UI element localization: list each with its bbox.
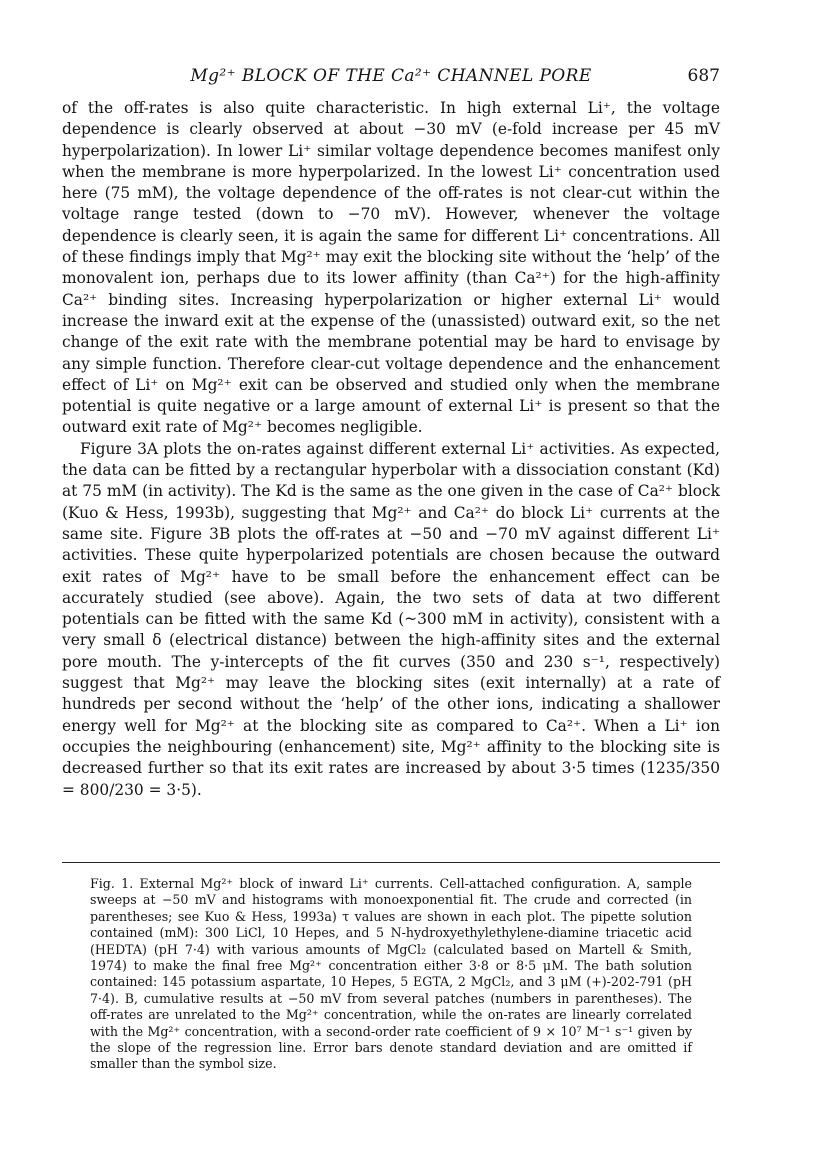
running-title: Mg²⁺ BLOCK OF THE Ca²⁺ CHANNEL PORE: [190, 66, 592, 86]
figure-caption-text: Fig. 1. External Mg²⁺ block of inward Li⁺ currents. Cell-attached configuration. A, sample sweeps at −50 mV and histograms with monoexponential fit. The crude and corrected (in parentheses; see Kuo & Hess, 1993a) τ values are shown in each plot. The pipette solution contained (mM): 300 LiCl, 10 Hepes, and 5 N-hydroxyethylethylene-diamine triacetic acid (HEDTA) (pH 7·4) with various amounts of MgCl₂ (calculated based on Martell & Smith, 1974) to make the final free Mg²⁺ concentration either 3·8 or 8·5 μM. The bath solution contained: 145 potassium aspartate, 10 Hepes, 5 EGTA, 2 MgCl₂, and 3 μM (+)-202-791 (pH 7·4). B, cumulative results at −50 mV from several patches (numbers in parentheses). The off-rates are unrelated to the Mg²⁺ concentration, while the on-rates are linearly correlated with the Mg²⁺ concentration, with a second-order rate coefficient of 9 × 10⁷ M⁻¹ s⁻¹ given by the slope of the regression line. Error bars denote standard deviation and are omitted if smaller than the symbol size.: [90, 876, 692, 1072]
body-paragraph-2: Figure 3A plots the on-rates against different external Li⁺ activities. As expected, the data can be fitted by a rectangular hyperbolar with a dissociation constant (Kd) at 75 mM (in activity). The Kd is the same as the one given in the case of Ca²⁺ block (Kuo & Hess, 1993b), suggesting that Mg²⁺ and Ca²⁺ do block Li⁺ currents at the same site. Figure 3B plots the off-rates at −50 and −70 mV against different Li⁺ activities. These quite hyperpolarized potentials are chosen because the outward exit rates of Mg²⁺ have to be small before the enhancement effect can be accurately studied (see above). Again, the two sets of data at two different potentials can be fitted with the same Kd (~300 mM in activity), consistent with a very small δ (electrical distance) between the high-affinity sites and the external pore mouth. The y-intercepts of the fit curves (350 and 230 s⁻¹, respectively) suggest that Mg²⁺ may leave the blocking sites (exit internally) at a rate of hundreds per second without the ‘help’ of the other ions, indicating a shallower energy well for Mg²⁺ at the blocking site as compared to Ca²⁺. When a Li⁺ ion occupies the neighbouring (enhancement) site, Mg²⁺ affinity to the blocking site is decreased further so that its exit rates are increased by about 3·5 times (1235/350 = 800/230 = 3·5).: [62, 439, 720, 799]
figure-caption: [90, 876, 692, 1073]
caption-divider: [62, 862, 720, 863]
page-number: 687: [687, 66, 720, 86]
body-paragraph-1: of the off-rates is also quite characteristic. In high external Li⁺, the voltage dependence is clearly observed at about −30 mV (e-fold increase per 45 mV hyperpolarization). In lower Li⁺ similar voltage dependence becomes manifest only when the membrane is more hyperpolarized. In the lowest Li⁺ concentration used here (75 mM), the voltage dependence of the off-rates is not clear-cut within the voltage range tested (down to −70 mV). However, whenever the voltage dependence is clearly seen, it is again the same for different Li⁺ concentrations. All of these findings imply that Mg²⁺ may exit the blocking site without the ‘help’ of the monovalent ion, perhaps due to its lower affinity (than Ca²⁺) for the high-affinity Ca²⁺ binding sites. Increasing hyperpolarization or higher external Li⁺ would increase the inward exit at the expense of the (unassisted) outward exit, so the net change of the exit rate with the membrane potential may be hard to envisage by any simple function. Therefore clear-cut voltage dependence and the enhancement effect of Li⁺ on Mg²⁺ exit can be observed and studied only when the membrane potential is quite negative or a large amount of external Li⁺ is present so that the outward exit rate of Mg²⁺ becomes negligible.: [62, 99, 720, 437]
running-head: [62, 64, 720, 88]
body-text: [62, 98, 720, 801]
